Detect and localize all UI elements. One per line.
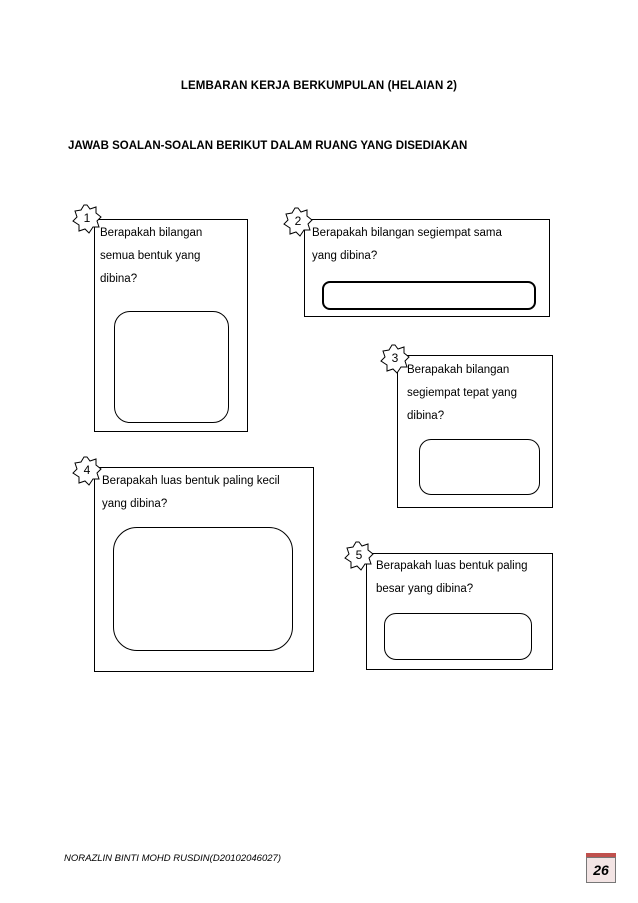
question-3-text: Berapakah bilangan segiempat tepat yang dibina? — [407, 364, 517, 422]
question-1-text: Berapakah bilangan semua bentuk yang dibina? — [100, 227, 203, 285]
page-number: 26 — [586, 857, 616, 883]
question-2-answer-box[interactable] — [322, 281, 536, 310]
question-4-number: 4 — [83, 463, 91, 477]
question-2-text: Berapakah bilangan segiempat sama yang dibina? — [312, 227, 502, 262]
question-4-answer-box[interactable] — [113, 527, 293, 651]
question-5-badge — [344, 541, 374, 571]
worksheet-title: LEMBARAN KERJA BERKUMPULAN (HELAIAN 2) — [180, 80, 458, 92]
question-2-number: 2 — [294, 214, 302, 228]
question-5-number: 5 — [355, 548, 363, 562]
question-5-answer-box[interactable] — [384, 613, 532, 660]
question-1-badge — [72, 204, 102, 234]
question-2-badge — [283, 207, 313, 237]
footer-author: NORAZLIN BINTI MOHD RUSDIN(D20102046027) — [64, 853, 281, 864]
worksheet-instruction: JAWAB SOALAN-SOALAN BERIKUT DALAM RUANG YANG DISEDIAKAN — [68, 140, 468, 152]
question-1-answer-box[interactable] — [114, 311, 229, 423]
question-1-number: 1 — [83, 211, 91, 225]
question-3-badge — [380, 344, 410, 374]
question-3-number: 3 — [391, 351, 399, 365]
question-4-text: Berapakah luas bentuk paling kecil yang dibina? — [102, 475, 280, 510]
question-3-answer-box[interactable] — [419, 439, 540, 495]
question-5-text: Berapakah luas bentuk paling besar yang dibina? — [376, 560, 528, 595]
question-4-badge — [72, 456, 102, 486]
